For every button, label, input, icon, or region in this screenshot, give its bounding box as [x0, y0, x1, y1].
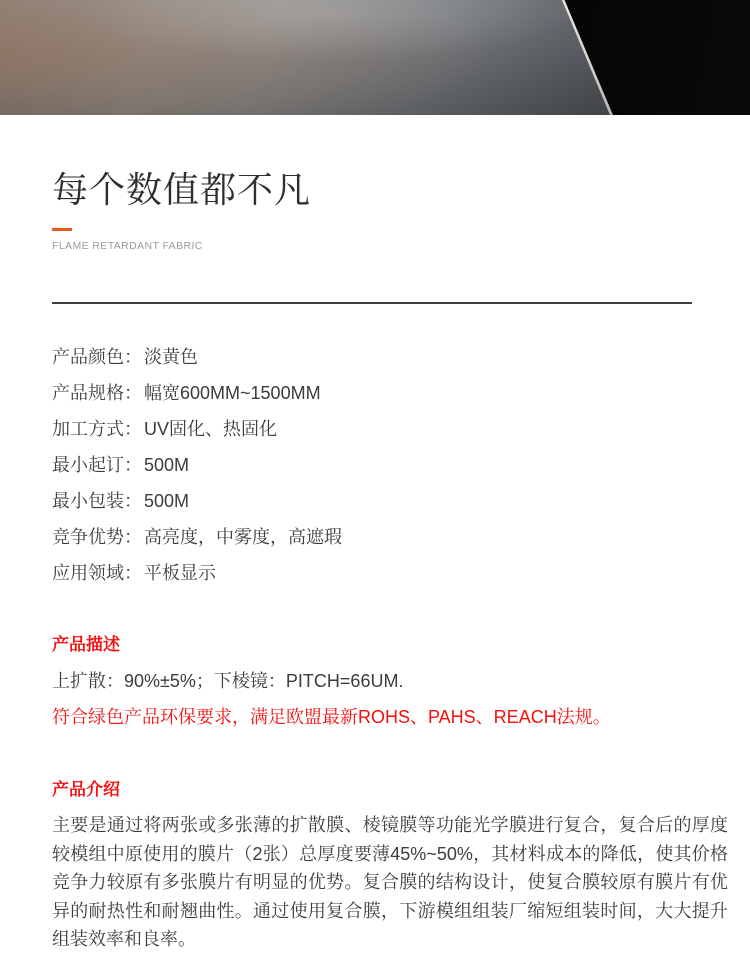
accent-dash [52, 228, 72, 231]
page-title: 每个数值都不凡 [52, 169, 312, 210]
description-section [52, 627, 728, 735]
introduction-body: 主要是通过将两张或多张薄的扩散膜、棱镜膜等功能光学膜进行复合，复合后的厚度较模组中原使用的膜片（2张）总厚度要薄45%~50%，其材料成本的降低，使其价格竞争力较原有多张膜片有明显的优势。复合膜的结构设计，使复合膜较原有膜片有优异的耐热性和耐翘曲性。通过使用复合膜，下游模组组装厂缩短组装时间，大大提升组装效率和良率。 [52, 815, 728, 949]
spec-value: 平板显示 [144, 563, 216, 583]
spec-label: 最小包装 [52, 491, 124, 511]
spec-label: 产品颜色 [52, 347, 124, 367]
spec-separator: ： [124, 491, 142, 511]
spec-separator: ： [124, 383, 142, 403]
spec-row-size [52, 375, 728, 411]
spec-value: 幅宽600MM~1500MM [144, 383, 321, 403]
compliance-note: 符合绿色产品环保要求，满足欧盟最新ROHS、PAHS、REACH法规。 [52, 707, 611, 727]
spec-label: 产品规格 [52, 383, 124, 403]
content-area [0, 169, 750, 954]
hero-image [0, 0, 750, 115]
spec-label: 加工方式 [52, 419, 124, 439]
spec-row-process [52, 411, 728, 447]
spec-row-application [52, 555, 728, 591]
spec-separator: ： [124, 527, 142, 547]
spec-label: 竞争优势 [52, 527, 124, 547]
spec-value: UV固化、热固化 [144, 419, 278, 439]
spec-value: 500M [144, 491, 190, 511]
description-heading: 产品描述 [52, 635, 120, 654]
spec-row-min-pack [52, 483, 728, 519]
spec-row-advantage [52, 519, 728, 555]
divider-line [52, 302, 692, 304]
spec-separator: ： [124, 347, 142, 367]
introduction-heading: 产品介绍 [52, 780, 120, 799]
description-spec-line: 上扩散：90%±5%；下棱镜：PITCH=66UM. [52, 671, 404, 691]
spec-value: 高亮度，中雾度，高遮瑕 [144, 527, 342, 547]
spec-row-color [52, 339, 728, 375]
spec-separator: ： [124, 455, 142, 475]
spec-row-min-order [52, 447, 728, 483]
spec-value: 淡黄色 [144, 347, 198, 367]
spec-label: 最小起订 [52, 455, 124, 475]
film-photo [0, 0, 750, 115]
page-subtitle: FLAME RETARDANT FABRIC [52, 240, 203, 252]
introduction-section [52, 772, 728, 954]
spec-list [52, 339, 728, 591]
spec-label: 应用领域 [52, 563, 124, 583]
spec-separator: ： [124, 563, 142, 583]
spec-value: 500M [144, 455, 190, 475]
spec-separator: ： [124, 419, 142, 439]
